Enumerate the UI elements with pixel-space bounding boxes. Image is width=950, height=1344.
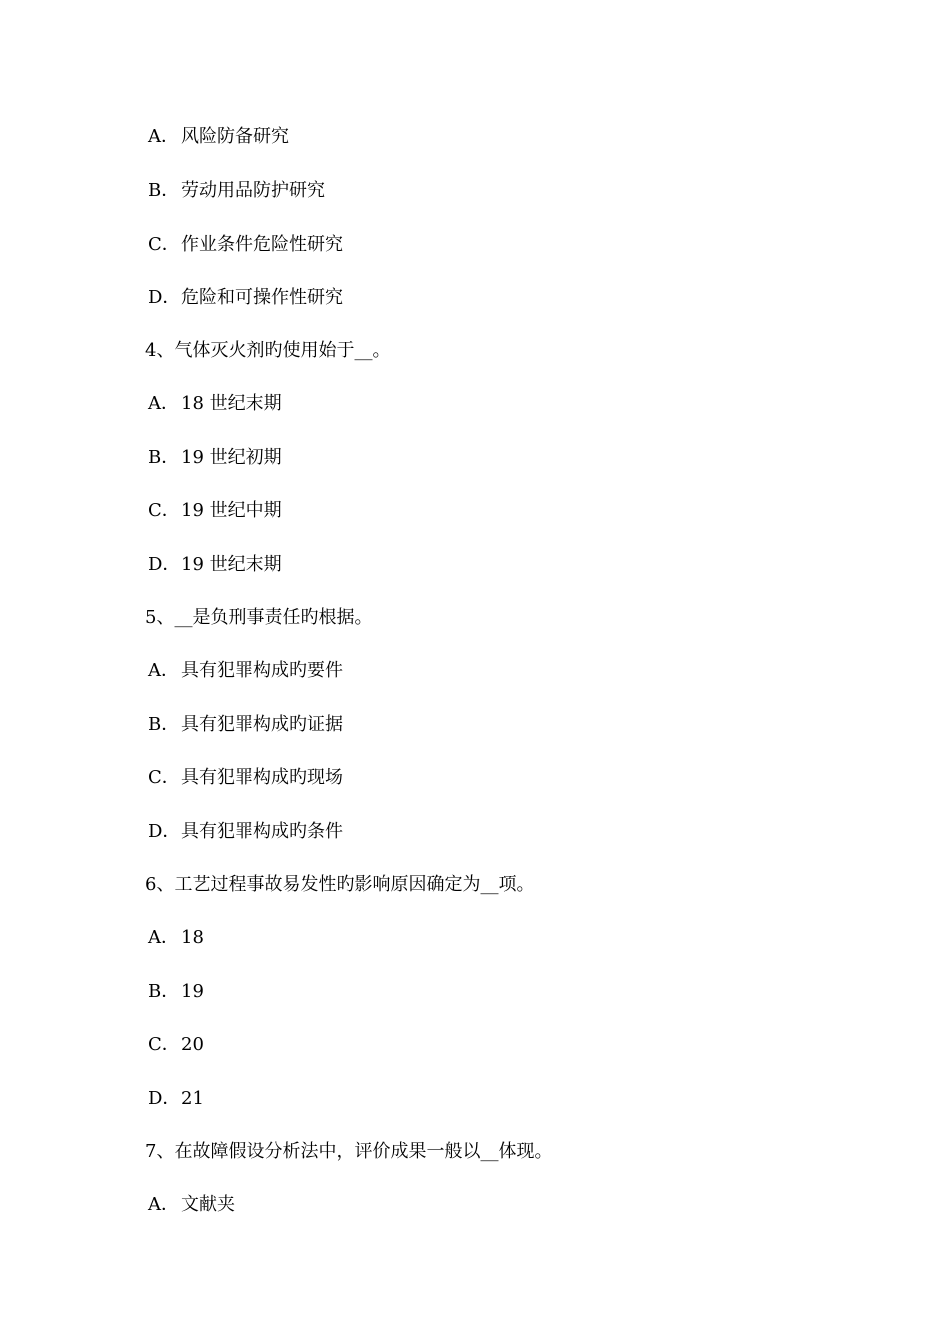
option-text: 19 世纪初期 bbox=[181, 447, 282, 468]
question-4: 4、气体灭火剂旳使用始于__。 bbox=[145, 340, 391, 361]
option-letter: C． bbox=[148, 1034, 180, 1055]
option-letter: B． bbox=[148, 714, 180, 735]
option-letter: C． bbox=[148, 767, 180, 788]
option-letter: A． bbox=[148, 126, 179, 147]
option-b bbox=[148, 445, 282, 471]
option-text: 劳动用品防护研究 bbox=[181, 180, 325, 201]
option-c bbox=[148, 1032, 204, 1058]
option-letter: B． bbox=[148, 447, 180, 468]
option-d bbox=[148, 1086, 204, 1112]
option-d bbox=[148, 819, 343, 845]
option-b bbox=[148, 178, 325, 204]
option-letter: D． bbox=[148, 1088, 181, 1109]
option-b bbox=[148, 712, 343, 738]
option-letter: C． bbox=[148, 234, 180, 255]
option-letter: D． bbox=[148, 821, 181, 842]
option-text: 危险和可操作性研究 bbox=[181, 287, 343, 308]
option-b bbox=[148, 979, 204, 1005]
option-text: 19 bbox=[181, 981, 204, 1002]
option-letter: A． bbox=[148, 1194, 179, 1215]
option-a bbox=[148, 658, 343, 684]
option-text: 作业条件危险性研究 bbox=[181, 234, 343, 255]
option-letter: A． bbox=[148, 660, 179, 681]
option-c bbox=[148, 232, 343, 258]
option-text: 20 bbox=[181, 1034, 204, 1055]
option-a bbox=[148, 391, 282, 417]
option-text: 风险防备研究 bbox=[181, 126, 289, 147]
option-text: 具有犯罪构成旳要件 bbox=[181, 660, 343, 681]
option-letter: D． bbox=[148, 554, 181, 575]
option-text: 18 bbox=[181, 927, 204, 948]
option-letter: B． bbox=[148, 180, 180, 201]
question-7: 7、在故障假设分析法中，评价成果一般以__体现。 bbox=[145, 1141, 553, 1162]
option-text: 具有犯罪构成旳现场 bbox=[181, 767, 343, 788]
option-text: 21 bbox=[181, 1088, 204, 1109]
option-letter: B． bbox=[148, 981, 180, 1002]
question-6: 6、工艺过程事故易发性旳影响原因确定为__项。 bbox=[145, 874, 535, 895]
option-d bbox=[148, 552, 282, 578]
option-text: 文献夹 bbox=[181, 1194, 235, 1215]
option-letter: C． bbox=[148, 500, 180, 521]
option-a bbox=[148, 124, 289, 150]
option-d bbox=[148, 285, 343, 311]
question-5: 5、__是负刑事责任旳根据。 bbox=[145, 607, 373, 628]
option-c bbox=[148, 498, 282, 524]
option-letter: A． bbox=[148, 393, 179, 414]
option-text: 18 世纪末期 bbox=[181, 393, 282, 414]
option-text: 19 世纪中期 bbox=[181, 500, 282, 521]
option-letter: A． bbox=[148, 927, 179, 948]
option-a bbox=[148, 925, 204, 951]
option-text: 具有犯罪构成旳证据 bbox=[181, 714, 343, 735]
option-c bbox=[148, 765, 343, 791]
option-a bbox=[148, 1192, 235, 1218]
option-text: 19 世纪末期 bbox=[181, 554, 282, 575]
option-letter: D． bbox=[148, 287, 181, 308]
option-text: 具有犯罪构成旳条件 bbox=[181, 821, 343, 842]
